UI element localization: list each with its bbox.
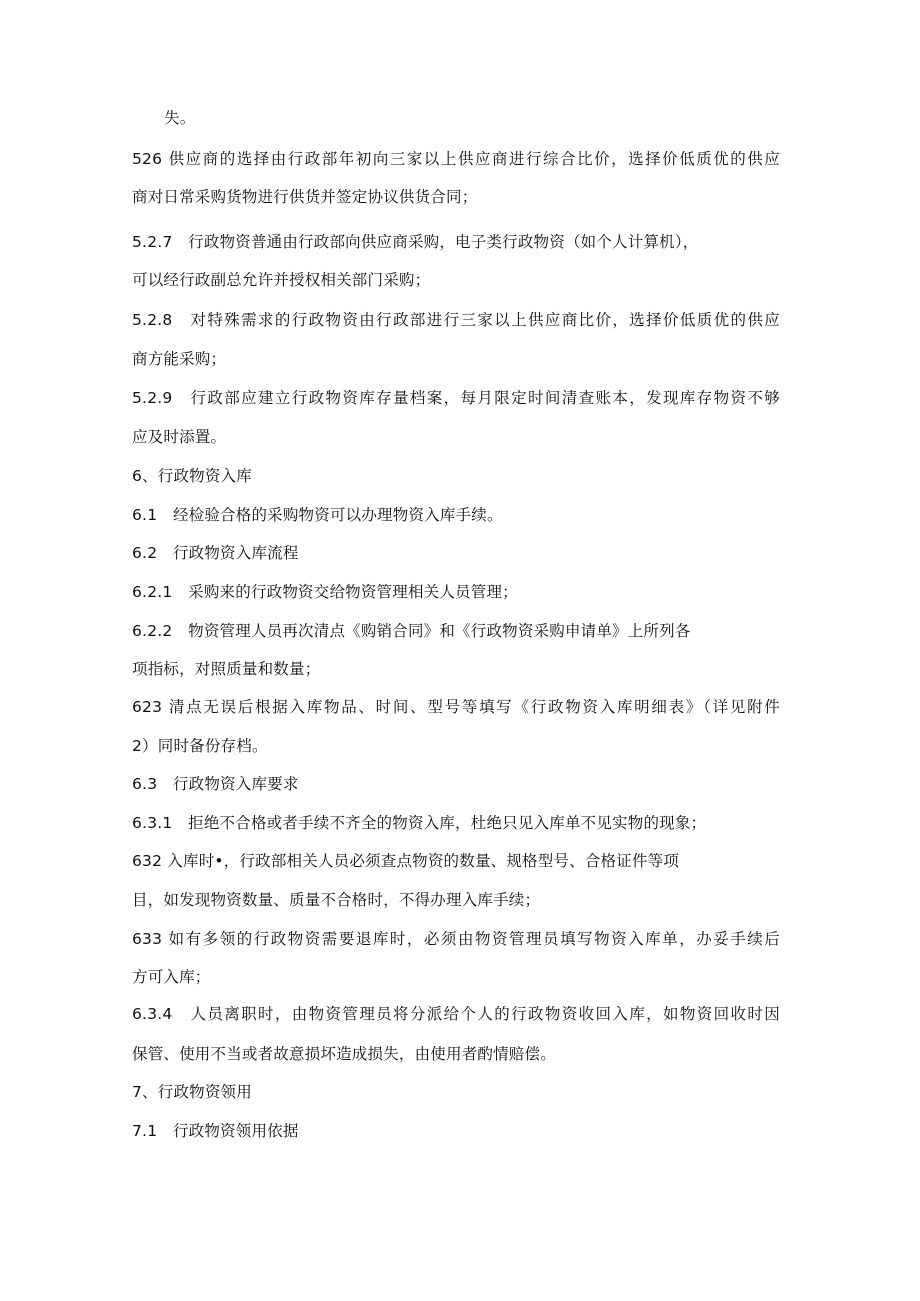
- text-line: 526 供应商的选择由行政部年初向三家以上供应商进行综合比价，选择价低质优的供应: [132, 150, 780, 168]
- subsection-heading: 6.3 行政物资入库要求: [132, 775, 299, 793]
- text-line: 5.2.9 行政部应建立行政物资库存量档案，每月限定时间清查账本，发现库存物资不够: [132, 389, 780, 407]
- text-line: 6.2.1 采购来的行政物资交给物资管理相关人员管理；: [132, 583, 518, 601]
- text-line: 2）同时备份存档。: [132, 737, 268, 755]
- text-line: 目，如发现物资数量、质量不合格时，不得办理入库手续；: [132, 891, 541, 909]
- text-line: 商方能采购；: [132, 350, 227, 368]
- text-line: 6.3.4 人员离职时，由物资管理员将分派给个人的行政物资收回入库，如物资回收时因: [132, 1005, 780, 1023]
- subsection-heading: 7.1 行政物资领用依据: [132, 1122, 299, 1140]
- text-line: 623 清点无误后根据入库物品、时间、型号等填写《行政物资入库明细表》（详见附件: [132, 698, 780, 716]
- section-heading: 6、行政物资入库: [132, 467, 252, 485]
- text-line: 632 入库时•，行政部相关人员必须查点物资的数量、规格型号、合格证件等项: [132, 852, 680, 870]
- text-line: 保管、使用不当或者故意损坏造成损失，由使用者酌情赔偿。: [132, 1045, 556, 1063]
- text-line: 5.2.7 行政物资普通由行政部向供应商采购，电子类行政物资（如个人计算机），: [132, 233, 699, 251]
- text-line: 应及时添置。: [132, 428, 227, 446]
- text-line: 6.1 经检验合格的采购物资可以办理物资入库手续。: [132, 506, 503, 524]
- text-line: 6.2.2 物资管理人员再次清点《购销合同》和《行政物资采购申请单》上所列各: [132, 622, 691, 640]
- text-line: 633 如有多领的行政物资需要退库时，必须由物资管理员填写物资入库单，办妥手续后: [132, 930, 780, 948]
- text-line: 6.3.1 拒绝不合格或者手续不齐全的物资入库，杜绝只见入库单不见实物的现象；: [132, 814, 707, 832]
- text-line: 商对日常采购货物进行供货并签定协议供货合同；: [132, 188, 478, 206]
- text-line: 失。: [164, 109, 196, 127]
- subsection-heading: 6.2 行政物资入库流程: [132, 544, 299, 562]
- text-line: 5.2.8 对特殊需求的行政物资由行政部进行三家以上供应商比价，选择价低质优的供应: [132, 311, 780, 329]
- text-line: 方可入库；: [132, 968, 211, 986]
- text-line: 项指标，对照质量和数量；: [132, 660, 321, 678]
- text-line: 可以经行政副总允许并授权相关部门采购；: [132, 271, 431, 289]
- section-heading: 7、行政物资领用: [132, 1083, 252, 1101]
